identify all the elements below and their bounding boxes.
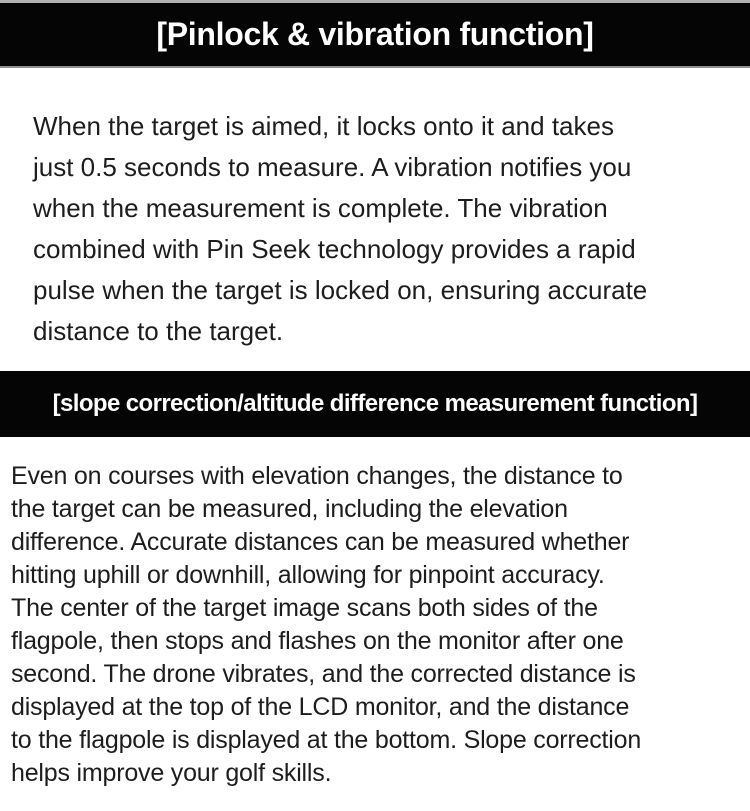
paragraph-line: just 0.5 seconds to measure. A vibration notifies you — [33, 152, 632, 182]
pinlock-description-paragraph — [33, 106, 730, 352]
paragraph-line: combined with Pin Seek technology provides a rapid — [33, 234, 636, 264]
paragraph-line: Even on courses with elevation changes, the distance to — [11, 462, 623, 490]
section-title-bar-slope-correction — [0, 371, 750, 437]
paragraph-line: When the target is aimed, it locks onto it and takes — [33, 111, 614, 141]
paragraph-line: hitting uphill or downhill, allowing for pinpoint accuracy. — [11, 561, 605, 589]
paragraph-line: when the measurement is complete. The vibration — [33, 193, 608, 223]
paragraph-line: the target can be measured, including the elevation — [11, 495, 568, 523]
section-title-bar-pinlock — [0, 0, 750, 68]
section-title-slope-correction: [slope correction/altitude difference measurement function] — [52, 390, 698, 417]
paragraph-line: The center of the target image scans both sides of the — [11, 594, 598, 622]
paragraph-line: flagpole, then stops and flashes on the monitor after one — [11, 627, 624, 655]
paragraph-line: difference. Accurate distances can be measured whether — [11, 528, 630, 556]
paragraph-line: helps improve your golf skills. — [11, 759, 332, 787]
paragraph-line: second. The drone vibrates, and the corrected distance is — [11, 660, 636, 688]
paragraph-line: displayed at the top of the LCD monitor, and the distance — [11, 693, 630, 721]
paragraph-line: to the flagpole is displayed at the bottom. Slope correction — [11, 726, 642, 754]
slope-correction-description-paragraph — [11, 460, 746, 790]
paragraph-line: distance to the target. — [33, 316, 284, 346]
paragraph-line: pulse when the target is locked on, ensuring accurate — [33, 275, 648, 305]
section-title-pinlock: [Pinlock & vibration function] — [156, 16, 594, 52]
